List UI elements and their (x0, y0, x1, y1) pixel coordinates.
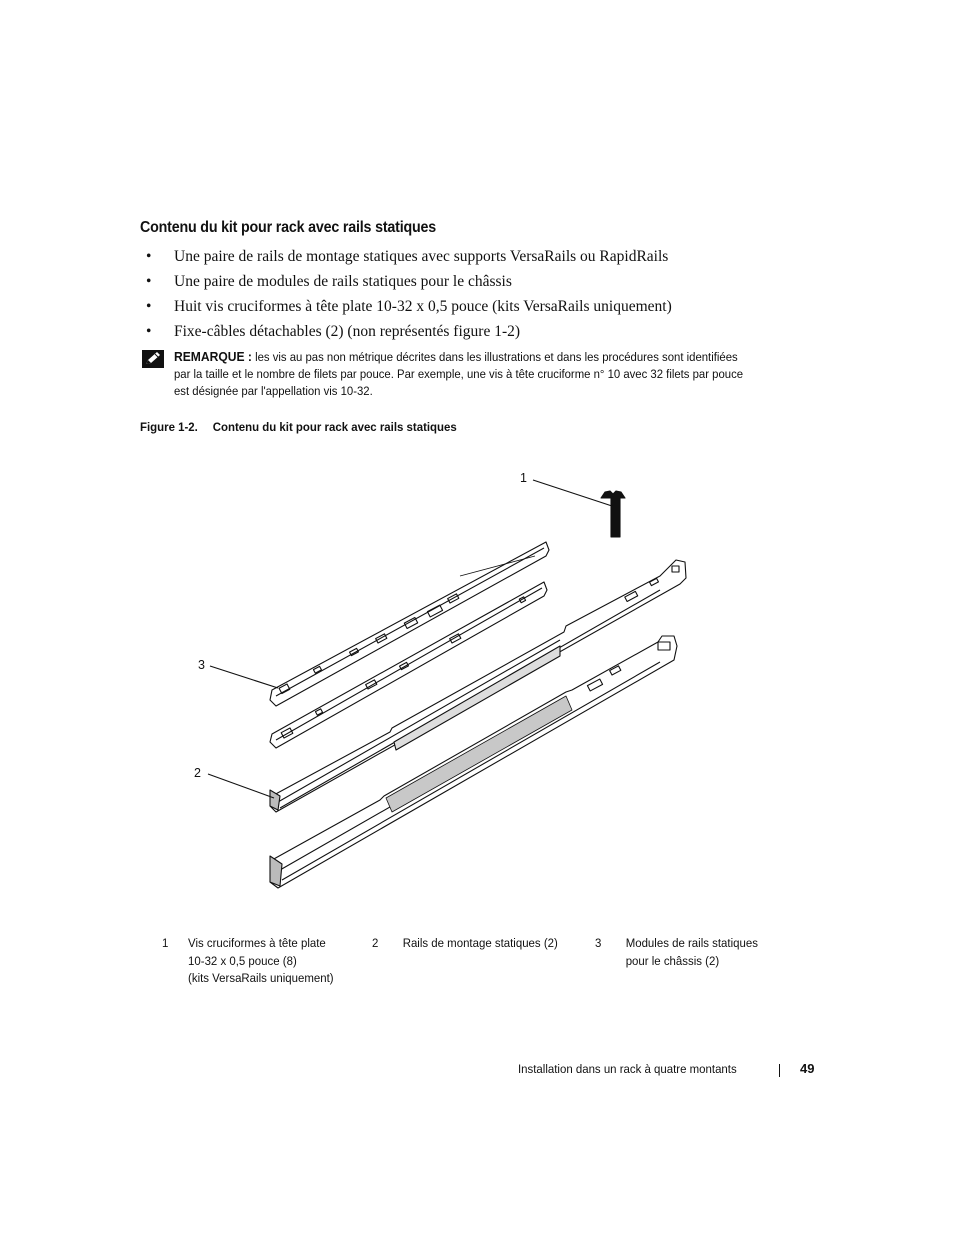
list-item: • Une paire de modules de rails statiques pour le châssis (146, 273, 512, 290)
page-number: 49 (800, 1061, 815, 1076)
figure-caption (140, 420, 457, 434)
list-item: • Une paire de rails de montage statiques avec supports VersaRails ou RapidRails (146, 248, 669, 265)
rack-kit-illustration (180, 460, 720, 900)
note-line: par la taille et le nombre de filets par pouce. Par exemple, une vis à tête cruciforme n° 10 avec 32 filets par pouce (174, 367, 744, 382)
bullet-list (146, 244, 846, 344)
figure-title: Contenu du kit pour rack avec rails statiques (212, 420, 457, 434)
pencil-icon (142, 350, 164, 368)
note-label: REMARQUE : (174, 349, 252, 364)
mounting-rail (270, 560, 686, 812)
list-item: • Huit vis cruciformes à tête plate 10-32 x 0,5 pouce (kits VersaRails uniquement) (146, 298, 672, 315)
screw-icon (601, 491, 625, 537)
callout-label: 2 (194, 766, 201, 780)
figure-number: Figure 1-2. (140, 420, 198, 434)
note-line: est désignée par l'appellation vis 10-32. (174, 384, 373, 399)
note-line: les vis au pas non métrique décrites dans les illustrations et dans les procédures sont identifiées (251, 350, 738, 364)
list-item: • Fixe-câbles détachables (2) (non représentés figure 1-2) (146, 323, 521, 340)
callout-label: 3 (198, 658, 205, 672)
footer-divider (779, 1064, 780, 1077)
callout-label: 1 (520, 471, 527, 485)
section-heading: Contenu du kit pour rack avec rails statiques (140, 219, 437, 236)
mounting-rail (270, 636, 677, 888)
footer-title: Installation dans un rack à quatre montants (518, 1062, 737, 1076)
rails-drawing (180, 460, 720, 900)
